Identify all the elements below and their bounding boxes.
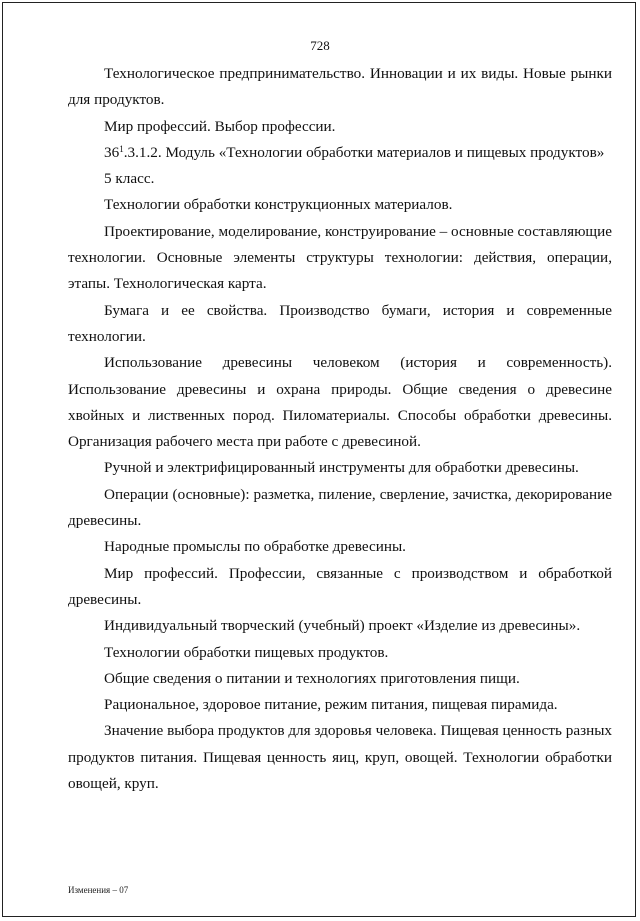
section-number-rest: .3.1.2. xyxy=(123,143,166,161)
paragraph-entrepreneurship: Технологическое предпринимательство. Инновации и их виды. Новые рынки для продуктов. xyxy=(68,65,612,109)
module-title: Модуль «Технологии обработки материалов и пищевых продуктов» xyxy=(165,143,605,161)
paragraph-nutrition: Общие сведения о питании и технологиях приготовления пищи. xyxy=(104,669,520,687)
paragraph-tools: Ручной и электрифицированный инструменты для обработки древесины. xyxy=(104,459,579,477)
paragraph-folk-crafts: Народные промыслы по обработке древесины. xyxy=(104,538,406,556)
paragraph-healthy-eating: Рациональное, здоровое питание, режим питания, пищевая пирамида. xyxy=(104,696,558,714)
paragraph-project: Индивидуальный творческий (учебный) проект «Изделие из древесины». xyxy=(104,617,581,635)
grade-label: 5 класс. xyxy=(104,170,155,188)
paragraph-design: Проектирование, моделирование, конструирование – основные составляющие технологии. Основные элементы структуры технологии: действия, операции, этапы. Технологическая карта. xyxy=(68,222,612,293)
document-body xyxy=(68,61,612,797)
paragraph-paper: Бумага и ее свойства. Производство бумаги, история и современные технологии. xyxy=(68,301,612,345)
paragraph-materials-tech: Технологии обработки конструкционных материалов. xyxy=(104,196,453,214)
paragraph-food-value: Значение выбора продуктов для здоровья человека. Пищевая ценность разных продуктов питания. Пищевая ценность яиц, круп, овощей. Технологии обработки овощей, круп. xyxy=(68,722,612,793)
paragraph-food-tech: Технологии обработки пищевых продуктов. xyxy=(104,643,389,661)
section-number-main: 36 xyxy=(104,143,120,161)
page-number: 728 xyxy=(310,38,330,53)
paragraph-wood-use: Использование древесины человеком (история и современность). Использование древесины и охрана природы. Общие сведения о древесине хвойных и лиственных пород. Пиломатериалы. Способы обработки древесины. Организация рабочего места при работе с древесиной. xyxy=(68,354,612,451)
paragraph-wood-professions: Мир профессий. Профессии, связанные с производством и обработкой древесины. xyxy=(68,564,612,608)
paragraph-operations: Операции (основные): разметка, пиление, сверление, зачистка, декорирование древесины. xyxy=(68,485,612,530)
paragraph-professions-choice: Мир профессий. Выбор профессии. xyxy=(104,117,336,135)
footer-note: Изменения – 07 xyxy=(68,885,129,895)
module-heading xyxy=(68,140,612,166)
section-number-sup: 1 xyxy=(119,143,124,154)
